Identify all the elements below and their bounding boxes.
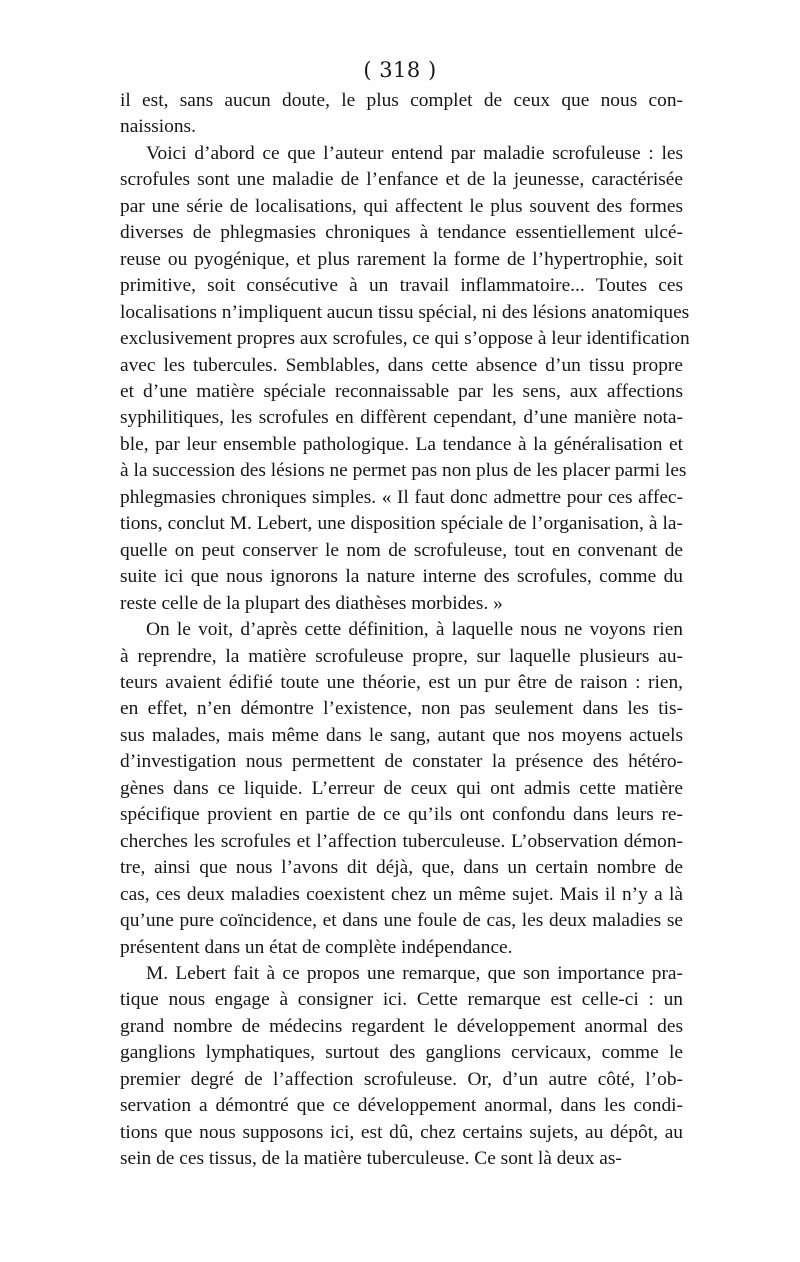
text-line: phlegmasies chroniques simples. « Il faut donc admettre pour ces affec- [120,486,683,508]
text-line: scrofules sont une maladie de l’enfance et de la jeunesse, caractérisée [120,169,683,191]
text-line: en effet, n’en démontre l’existence, non pas seulement dans les tis- [120,698,683,720]
text-line: il est, sans aucun doute, le plus complet de ceux que nous con- [120,90,683,111]
text-line: servation a démontré que ce développement anormal, dans les condi- [120,1095,683,1117]
text-line: et d’une matière spéciale reconnaissable par les sens, aux affections [120,380,683,402]
text-line: primitive, soit consécutive à un travail inflammatoire... Toutes ces [120,275,683,297]
text-line: tique nous engage à consigner ici. Cette remarque est celle-ci : un [120,989,683,1011]
text-line: par une série de localisations, qui affectent le plus souvent des formes [120,195,683,217]
text-line: quelle on peut conserver le nom de scrofuleuse, tout en convenant de [120,539,683,561]
text-line: diverses de phlegmasies chroniques à tendance essentiellement ulcé- [120,222,683,244]
text-line: premier degré de l’affection scrofuleuse. Or, d’un autre côté, l’ob- [120,1068,683,1090]
text-line: sus malades, mais même dans le sang, autant que nos moyens actuels [120,724,683,746]
text-line: spécifique provient en partie de ce qu’ils ont confondu dans leurs re- [120,804,683,826]
text-line: teurs avaient édifié toute une théorie, est un pur être de raison : rien, [120,671,683,693]
text-line: à la succession des lésions ne permet pas non plus de les placer parmi les [120,460,687,482]
text-line: tions que nous supposons ici, est dû, chez certains sujets, au dépôt, au [120,1121,683,1143]
text-line: sein de ces tissus, de la matière tuberculeuse. Ce sont là deux as- [120,1148,622,1170]
text-line: tions, conclut M. Lebert, une disposition spéciale de l’organisation, à la- [120,513,683,535]
text-line: cas, ces deux maladies coexistent chez un même sujet. Mais il n’y a là [120,883,683,905]
text-line: suite ici que nous ignorons la nature interne des scrofules, comme du [120,566,683,588]
text-line: d’investigation nous permettent de constater la présence des hétéro- [120,751,683,773]
text-line: à reprendre, la matière scrofuleuse propre, sur laquelle plusieurs au- [120,645,683,667]
paragraph [120,88,683,141]
text-line: cherches les scrofules et l’affection tuberculeuse. L’observation démon- [120,830,683,852]
text-line: ble, par leur ensemble pathologique. La tendance à la généralisation et [120,433,683,455]
text-line: syphilitiques, les scrofules en diffèrent cependant, d’une manière nota- [120,407,683,429]
text-line: grand nombre de médecins regardent le développement anormal des [120,1015,683,1037]
text-line: reste celle de la plupart des diathèses morbides. » [120,592,503,614]
text-line: Voici d’abord ce que l’auteur entend par maladie scrofuleuse : les [146,142,683,164]
text-line: naissions. [120,116,196,138]
text-line: présentent dans un état de complète indépendance. [120,936,513,958]
text-line: ganglions lymphatiques, surtout des ganglions cervicaux, comme le [120,1042,683,1064]
text-line: tre, ainsi que nous l’avons dit déjà, que, dans un certain nombre de [120,857,683,879]
text-line: M. Lebert fait à ce propos une remarque, que son importance pra- [146,962,683,984]
paragraph [120,141,690,617]
text-line: On le voit, d’après cette définition, à laquelle nous ne voyons rien [146,619,683,641]
paragraph [120,617,683,961]
body-text [120,88,690,1173]
paragraph [120,961,683,1173]
page-number: ( 318 ) [363,58,437,82]
text-line: exclusivement propres aux scrofules, ce qui s’oppose à leur identification [120,328,690,350]
text-line: gènes dans ce liquide. L’erreur de ceux qui ont admis cette matière [120,777,683,799]
text-line: localisations n’impliquent aucun tissu spécial, ni des lésions anatomiques [120,301,690,323]
text-line: avec les tubercules. Semblables, dans cette absence d’un tissu propre [120,354,683,376]
text-line: reuse ou pyogénique, et plus rarement la forme de l’hypertrophie, soit [120,248,683,270]
text-line: qu’une pure coïncidence, et dans une foule de cas, les deux maladies se [120,910,683,932]
